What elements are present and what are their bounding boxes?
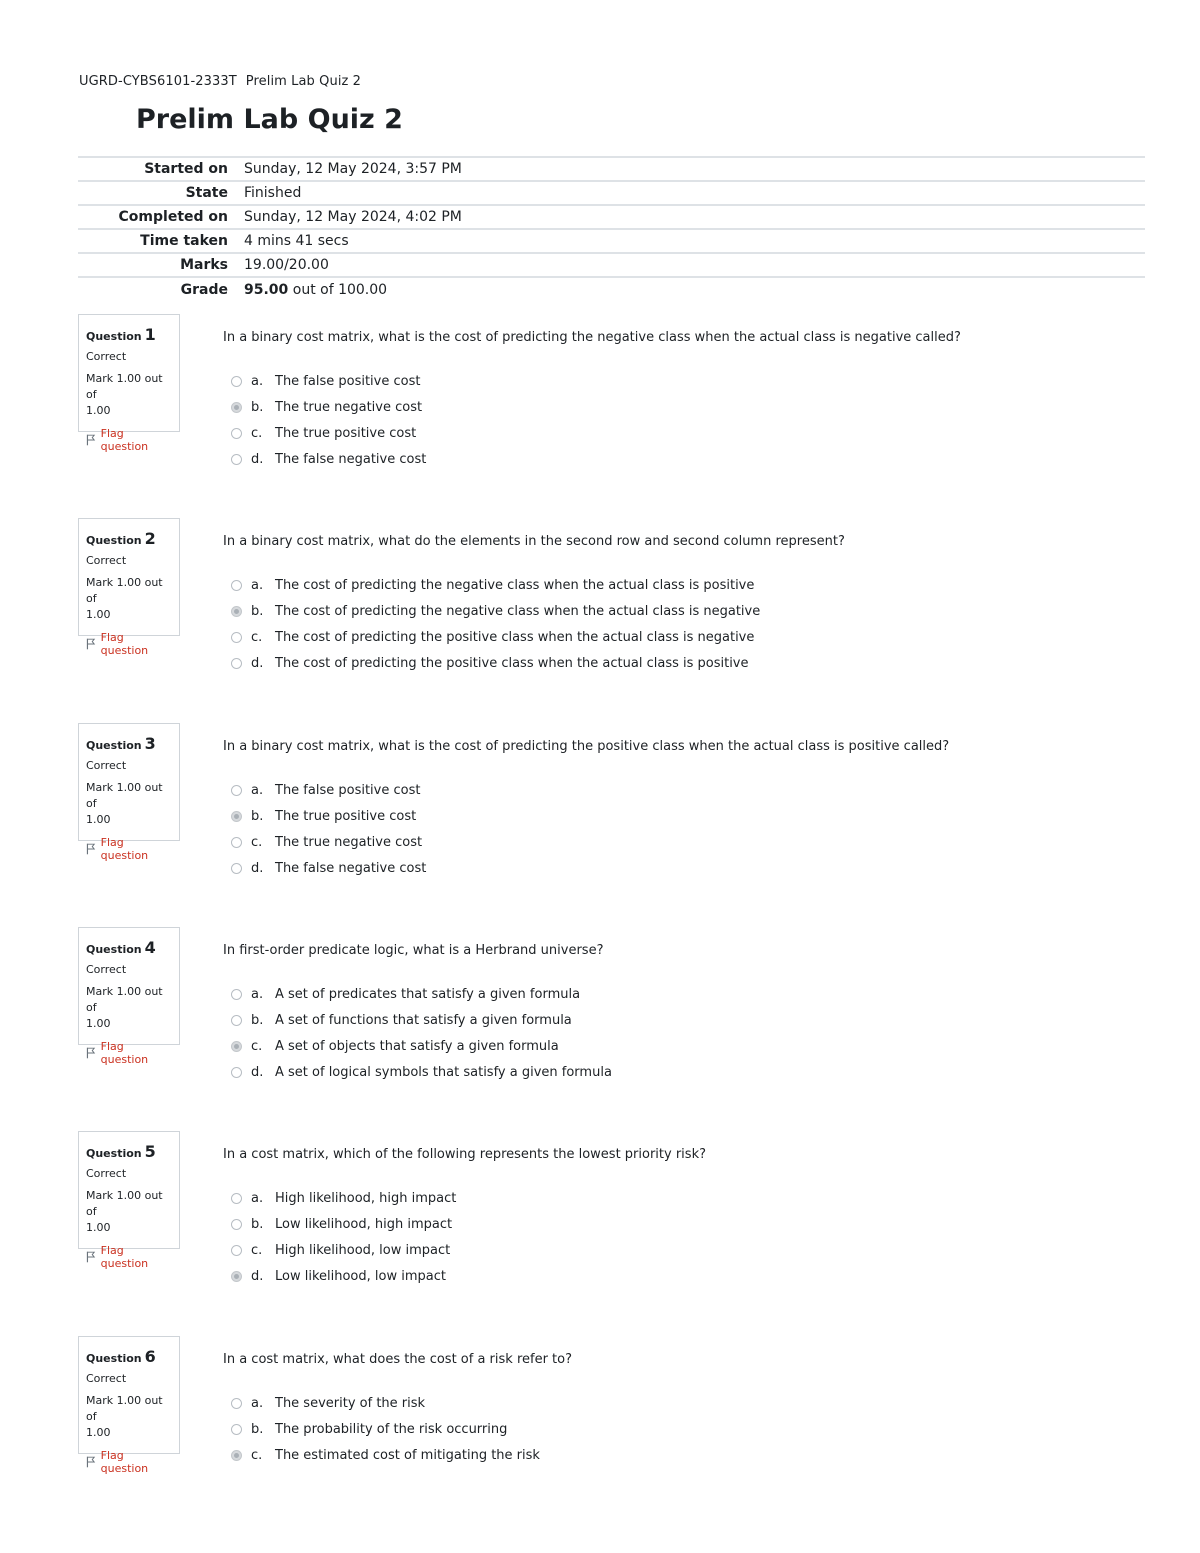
flag-icon [86, 1251, 96, 1263]
question-grade [86, 984, 172, 1032]
summary-row-started [78, 157, 1145, 181]
answer-text: The cost of predicting the positive class when the actual class is negative [275, 629, 755, 645]
flag-label: Flag question [100, 836, 149, 862]
question-mark-max: 1.00 [86, 608, 111, 621]
answer-option[interactable] [231, 1390, 540, 1416]
question-text: In a cost matrix, what does the cost of a risk refer to? [223, 1352, 573, 1367]
question-mark-max: 1.00 [86, 1017, 111, 1030]
question-state: Correct [86, 759, 127, 772]
answer-list [231, 1390, 540, 1468]
answer-letter: b. [251, 603, 264, 619]
answer-text: A set of functions that satisfy a given formula [275, 1012, 572, 1028]
question-number: 2 [144, 529, 156, 548]
answer-radio[interactable] [231, 1245, 242, 1256]
question-mark-max: 1.00 [86, 1221, 111, 1234]
answer-option[interactable] [231, 1185, 456, 1211]
answer-list [231, 777, 426, 881]
flag-question-link[interactable] [86, 1244, 172, 1270]
answer-radio[interactable] [231, 454, 242, 465]
flag-label: Flag question [100, 1040, 149, 1066]
answer-radio[interactable] [231, 811, 242, 822]
answer-text: The false negative cost [275, 451, 427, 467]
answer-radio[interactable] [231, 863, 242, 874]
summary-row-completed [78, 205, 1145, 229]
answer-radio[interactable] [231, 658, 242, 669]
summary-value: Finished [244, 185, 302, 201]
answer-letter: c. [251, 1447, 263, 1463]
question-mark: Mark 1.00 out of [86, 1189, 163, 1218]
answer-text: The true negative cost [275, 834, 423, 850]
answer-radio[interactable] [231, 989, 242, 1000]
question-info-panel [78, 518, 180, 657]
question-mark: Mark 1.00 out of [86, 781, 163, 810]
flag-icon [86, 638, 96, 650]
answer-option[interactable] [231, 650, 760, 676]
question-state: Correct [86, 1372, 127, 1385]
answer-letter: b. [251, 1421, 264, 1437]
answer-letter: a. [251, 986, 264, 1002]
summary-value [244, 277, 1145, 301]
question-mark-max: 1.00 [86, 1426, 111, 1439]
question-state: Correct [86, 350, 127, 363]
answer-option[interactable] [231, 394, 426, 420]
summary-label: State [185, 185, 228, 201]
question-mark-max: 1.00 [86, 813, 111, 826]
question-text: In a cost matrix, which of the following represents the lowest priority risk? [223, 1147, 706, 1162]
answer-text: The true positive cost [275, 425, 417, 441]
question-number: 4 [144, 938, 156, 957]
flag-icon [86, 843, 96, 855]
answer-letter: d. [251, 1064, 264, 1080]
grade-score: 95.00 [244, 281, 289, 298]
answer-radio[interactable] [231, 1193, 242, 1204]
answer-letter: a. [251, 1190, 264, 1206]
answer-letter: a. [251, 373, 264, 389]
question-text: In a binary cost matrix, what is the cost of predicting the negative class when the actual class is negative called? [223, 330, 961, 345]
answer-text: Low likelihood, low impact [275, 1268, 446, 1284]
answer-radio[interactable] [231, 837, 242, 848]
answer-option[interactable] [231, 1033, 612, 1059]
answer-radio[interactable] [231, 1015, 242, 1026]
answer-option[interactable] [231, 829, 426, 855]
summary-value: 4 mins 41 secs [244, 233, 349, 249]
question-mark-max: 1.00 [86, 404, 111, 417]
question-label: Question [86, 1147, 142, 1160]
question-number: 1 [144, 325, 156, 344]
answer-option[interactable] [231, 1263, 456, 1289]
summary-label: Completed on [118, 209, 228, 225]
answer-option[interactable] [231, 1416, 540, 1442]
question-text: In a binary cost matrix, what is the cost of predicting the positive class when the actual class is positive called? [223, 739, 950, 754]
question-label: Question [86, 943, 142, 956]
summary-value: Sunday, 12 May 2024, 4:02 PM [244, 209, 462, 225]
summary-row-time-taken [78, 229, 1145, 253]
breadcrumb [79, 74, 361, 89]
question-label: Question [86, 330, 142, 343]
breadcrumb-quiz-link[interactable]: Prelim Lab Quiz 2 [245, 74, 362, 89]
answer-radio[interactable] [231, 1424, 242, 1435]
answer-option[interactable] [231, 572, 760, 598]
answer-text: The cost of predicting the negative class when the actual class is negative [275, 603, 761, 619]
flag-label: Flag question [100, 1244, 149, 1270]
answer-option[interactable] [231, 1442, 540, 1468]
question-mark: Mark 1.00 out of [86, 1394, 163, 1423]
answer-letter: c. [251, 425, 263, 441]
answer-radio[interactable] [231, 1271, 242, 1282]
question-label: Question [86, 739, 142, 752]
answer-list [231, 572, 760, 676]
question-mark: Mark 1.00 out of [86, 372, 163, 401]
answer-option[interactable] [231, 981, 612, 1007]
answer-text: The cost of predicting the positive class when the actual class is positive [275, 655, 749, 671]
answer-option[interactable] [231, 598, 760, 624]
question-number: 5 [144, 1142, 156, 1161]
summary-label: Marks [180, 257, 228, 273]
answer-option[interactable] [231, 420, 426, 446]
question-text: In a binary cost matrix, what do the elements in the second row and second column represent? [223, 534, 845, 549]
answer-text: The probability of the risk occurring [275, 1421, 508, 1437]
flag-question-link[interactable] [86, 1040, 172, 1066]
summary-row-state [78, 181, 1145, 205]
question-grade [86, 575, 172, 623]
question-info-panel [78, 927, 180, 1066]
answer-letter: c. [251, 1038, 263, 1054]
answer-text: The false positive cost [275, 782, 421, 798]
answer-text: The severity of the risk [275, 1395, 426, 1411]
question-info-panel [78, 314, 180, 453]
answer-option[interactable] [231, 855, 426, 881]
question-grade [86, 1393, 172, 1441]
attempt-summary-table [78, 156, 1145, 301]
flag-question-link[interactable] [86, 427, 172, 453]
answer-radio[interactable] [231, 1067, 242, 1078]
flag-icon [86, 1047, 96, 1059]
answer-letter: a. [251, 577, 264, 593]
answer-option[interactable] [231, 1059, 612, 1085]
answer-list [231, 368, 426, 472]
summary-row-marks [78, 253, 1145, 277]
breadcrumb-course-link[interactable]: UGRD-CYBS6101-2333T [79, 74, 237, 89]
answer-letter: a. [251, 1395, 264, 1411]
answer-text: The false positive cost [275, 373, 421, 389]
question-label: Question [86, 534, 142, 547]
question-number: 3 [144, 734, 156, 753]
answer-option[interactable] [231, 803, 426, 829]
answer-radio[interactable] [231, 606, 242, 617]
answer-list [231, 981, 612, 1085]
answer-text: The cost of predicting the negative class when the actual class is positive [275, 577, 755, 593]
question-number: 6 [144, 1347, 156, 1366]
summary-label: Started on [144, 161, 228, 177]
question-info-panel [78, 723, 180, 862]
flag-label: Flag question [100, 631, 149, 657]
answer-radio[interactable] [231, 1398, 242, 1409]
answer-radio[interactable] [231, 632, 242, 643]
summary-value: 19.00/20.00 [244, 257, 329, 273]
answer-list [231, 1185, 456, 1289]
flag-question-link[interactable] [86, 836, 172, 862]
answer-option[interactable] [231, 1007, 612, 1033]
answer-option[interactable] [231, 1211, 456, 1237]
answer-letter: d. [251, 1268, 264, 1284]
answer-radio[interactable] [231, 428, 242, 439]
answer-letter: b. [251, 1216, 264, 1232]
answer-text: The true negative cost [275, 399, 423, 415]
answer-letter: c. [251, 834, 263, 850]
question-grade [86, 780, 172, 828]
question-mark: Mark 1.00 out of [86, 985, 163, 1014]
question-state: Correct [86, 554, 127, 567]
answer-letter: d. [251, 655, 264, 671]
question-state: Correct [86, 963, 127, 976]
answer-radio[interactable] [231, 1450, 242, 1461]
answer-text: The true positive cost [275, 808, 417, 824]
answer-option[interactable] [231, 368, 426, 394]
flag-icon [86, 1456, 96, 1468]
answer-text: Low likelihood, high impact [275, 1216, 453, 1232]
summary-label: Grade [180, 281, 228, 298]
question-info-panel [78, 1131, 180, 1270]
answer-letter: a. [251, 782, 264, 798]
flag-label: Flag question [100, 427, 149, 453]
answer-text: High likelihood, low impact [275, 1242, 451, 1258]
answer-radio[interactable] [231, 376, 242, 387]
answer-option[interactable] [231, 446, 426, 472]
answer-letter: d. [251, 451, 264, 467]
flag-question-link[interactable] [86, 631, 172, 657]
answer-text: A set of predicates that satisfy a given formula [275, 986, 581, 1002]
question-info-panel [78, 1336, 180, 1475]
answer-radio[interactable] [231, 785, 242, 796]
question-label: Question [86, 1352, 142, 1365]
answer-option[interactable] [231, 624, 760, 650]
summary-label: Time taken [140, 233, 228, 249]
answer-text: A set of logical symbols that satisfy a given formula [275, 1064, 612, 1080]
answer-letter: d. [251, 860, 264, 876]
answer-radio[interactable] [231, 1219, 242, 1230]
answer-letter: c. [251, 629, 263, 645]
question-state: Correct [86, 1167, 127, 1180]
question-grade [86, 1188, 172, 1236]
answer-radio[interactable] [231, 580, 242, 591]
answer-letter: b. [251, 808, 264, 824]
answer-text: A set of objects that satisfy a given formula [275, 1038, 559, 1054]
answer-radio[interactable] [231, 402, 242, 413]
question-grade [86, 371, 172, 419]
flag-question-link[interactable] [86, 1449, 172, 1475]
answer-letter: c. [251, 1242, 263, 1258]
answer-text: The estimated cost of mitigating the risk [275, 1447, 540, 1463]
question-mark: Mark 1.00 out of [86, 576, 163, 605]
flag-label: Flag question [100, 1449, 149, 1475]
flag-icon [86, 434, 96, 446]
answer-option[interactable] [231, 1237, 456, 1263]
answer-option[interactable] [231, 777, 426, 803]
grade-suffix: out of 100.00 [292, 281, 388, 298]
summary-row-grade [78, 277, 1145, 301]
question-text: In first-order predicate logic, what is a Herbrand universe? [223, 943, 604, 958]
answer-letter: b. [251, 1012, 264, 1028]
answer-text: High likelihood, high impact [275, 1190, 457, 1206]
answer-radio[interactable] [231, 1041, 242, 1052]
summary-value: Sunday, 12 May 2024, 3:57 PM [244, 161, 462, 177]
page-title: Prelim Lab Quiz 2 [136, 104, 403, 135]
answer-letter: b. [251, 399, 264, 415]
answer-text: The false negative cost [275, 860, 427, 876]
